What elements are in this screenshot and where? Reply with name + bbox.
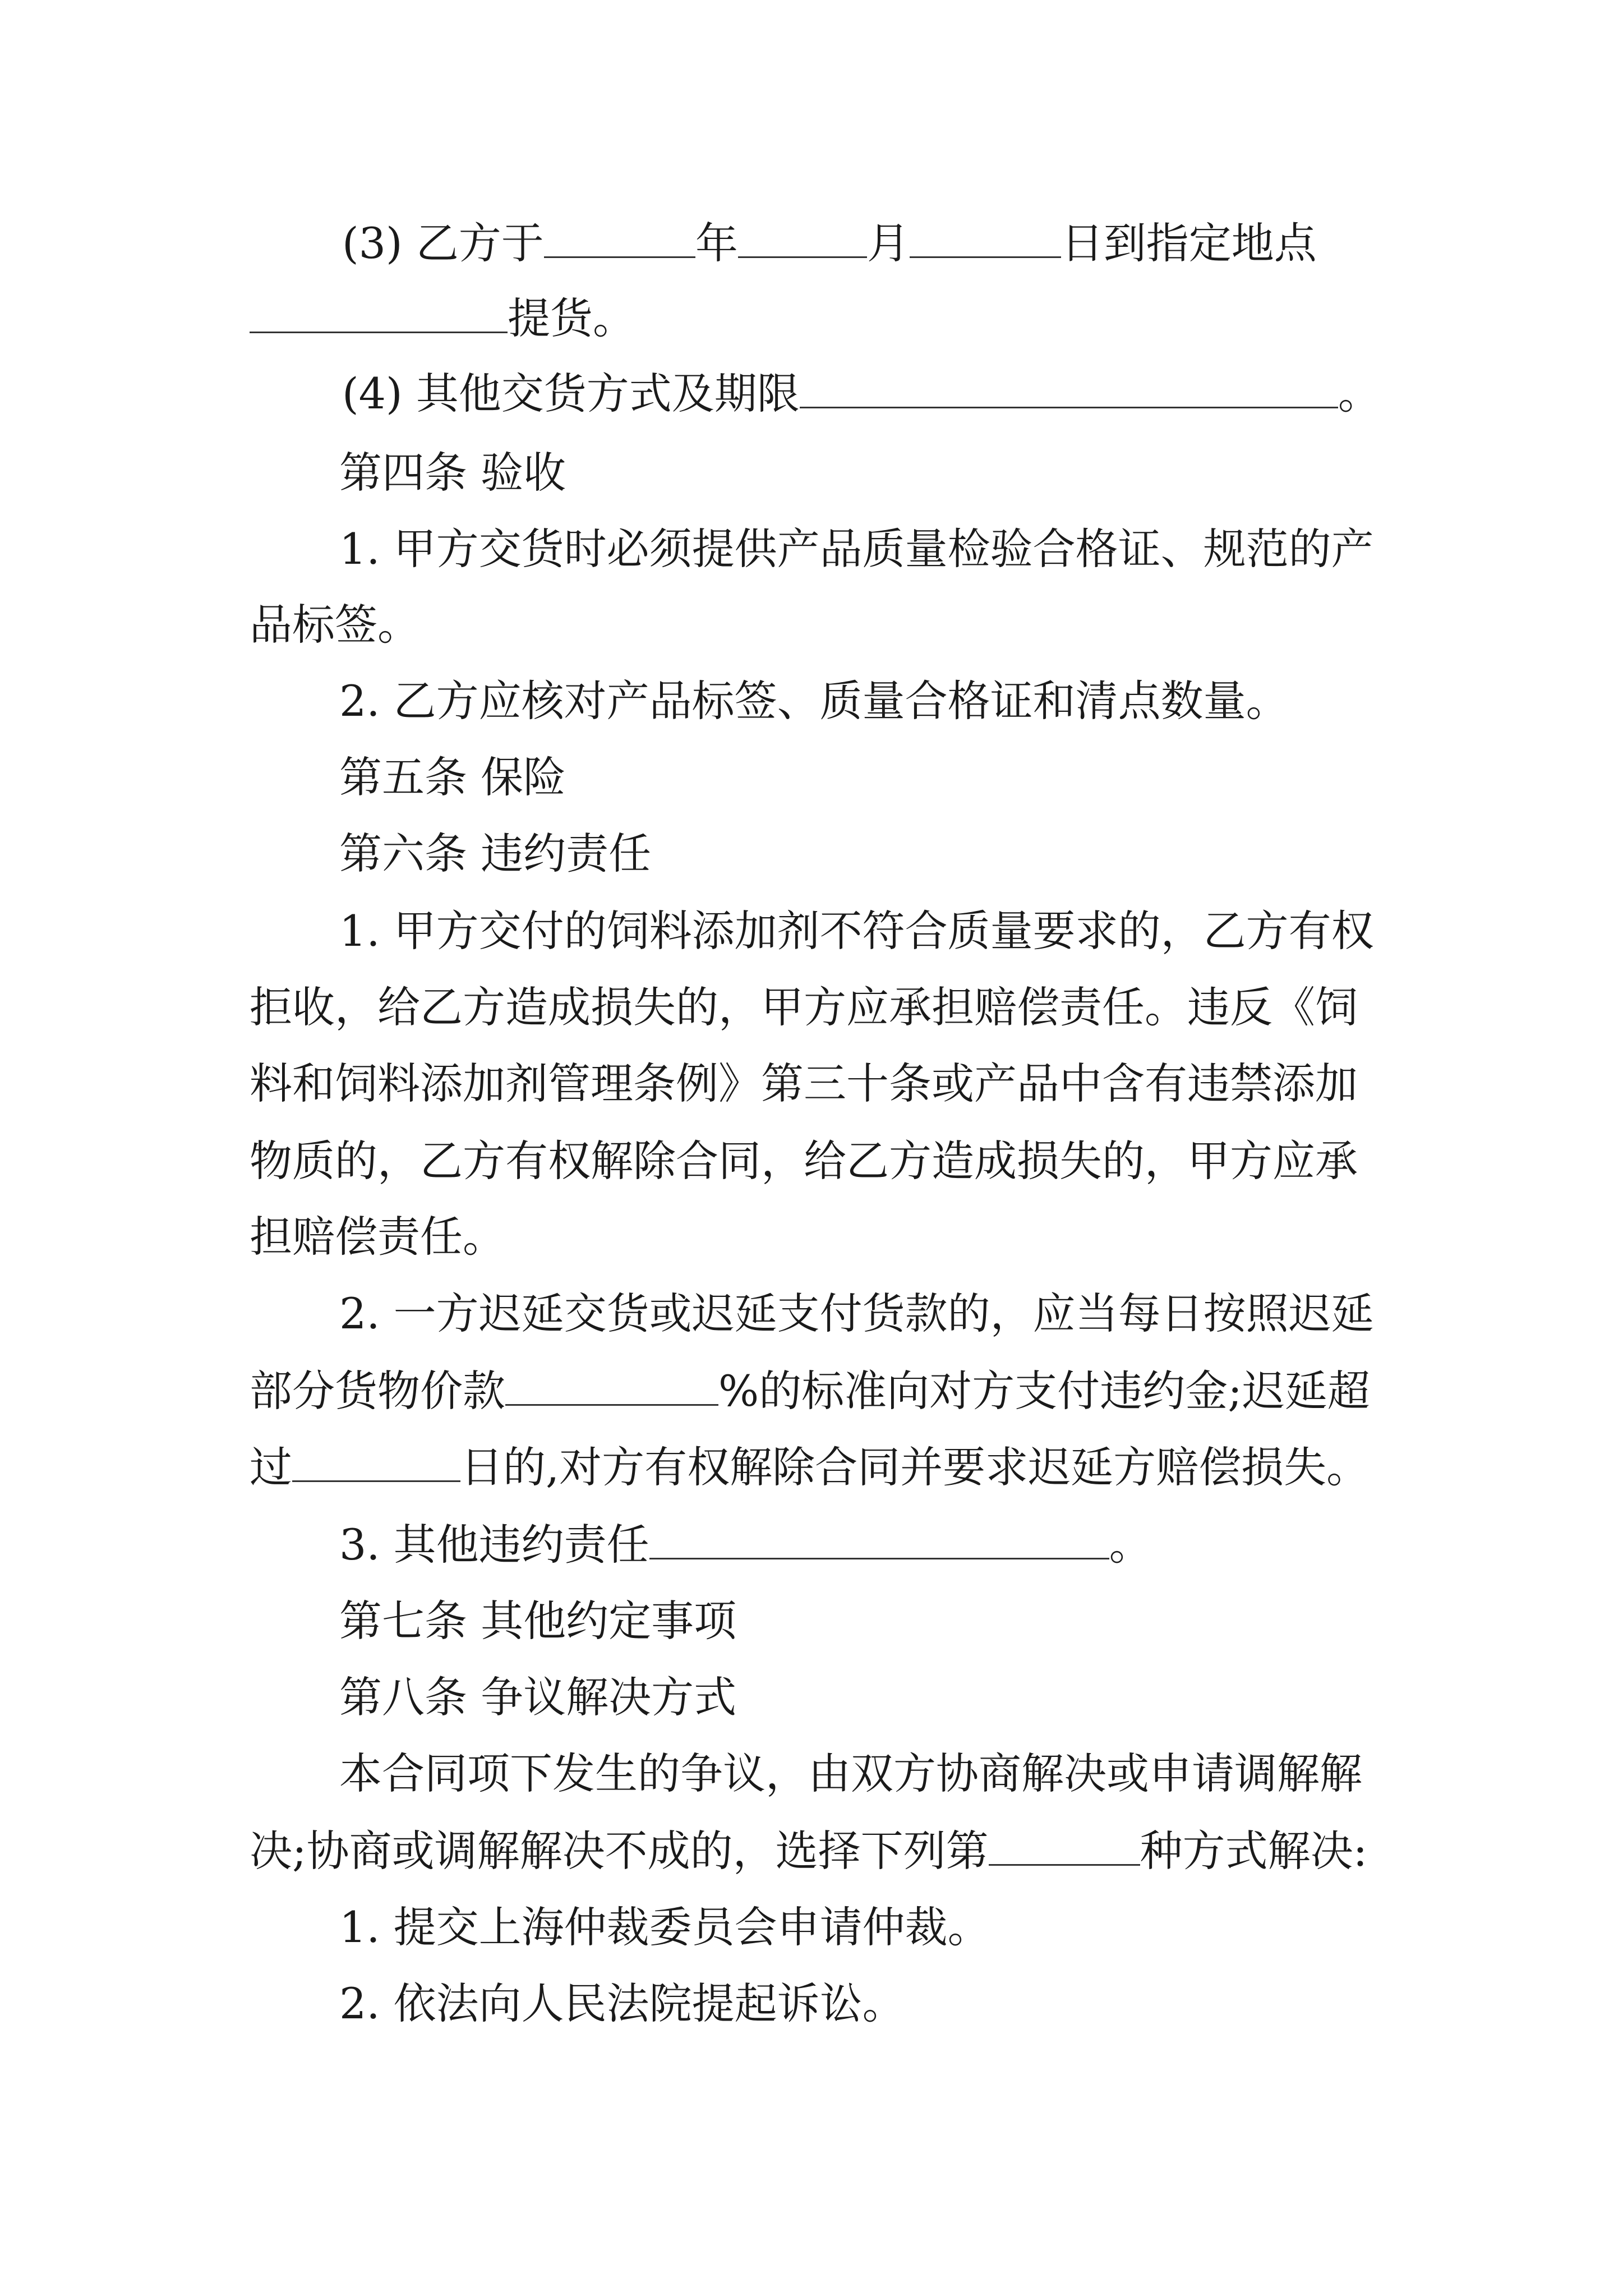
paragraph-line: 2. 乙方应核对产品标签、质量合格证和清点数量。 [339,676,1289,726]
paragraph-line: 物质的，乙方有权解除合同，给乙方造成损失的，甲方应承 [250,1136,1358,1186]
blank-other-delivery[interactable] [800,367,1338,408]
blank-other-liability[interactable] [649,1519,1109,1559]
dispute-option-arbitration: 1. 提交上海仲裁委员会申请仲裁。 [339,1902,990,1952]
paragraph-line: 担赔偿责任。 [250,1212,505,1262]
article-7-heading: 第七条 其他约定事项 [339,1596,737,1646]
dispute-method-line: 决;协商或调解解决不成的，选择下列第 种方式解决: [250,1826,1368,1876]
pickup-location-line: 提货。 [250,291,635,347]
article-4-heading: 第四条 验收 [339,448,566,498]
delivery-pickup-date-line: (3) 乙方于 年 月 日到指定地点 [342,218,1317,268]
other-delivery-line: (4) 其他交货方式及期限 。 [342,369,1381,418]
paragraph-line: 品标签。 [250,600,420,650]
blank-location[interactable] [250,292,508,333]
blank-dispute-method[interactable] [989,1825,1140,1866]
blank-penalty-rate[interactable] [505,1365,718,1406]
blank-day[interactable] [910,217,1061,258]
paragraph-line: 1. 甲方交货时必须提供产品质量检验合格证、规范的产 [339,524,1374,574]
article-6-heading: 第六条 违约责任 [339,829,652,878]
other-liability-line: 3. 其他违约责任 。 [339,1520,1152,1570]
blank-year[interactable] [544,217,695,258]
paragraph-line: 1. 甲方交付的饲料添加剂不符合质量要求的，乙方有权 [339,906,1374,956]
article-8-heading: 第八条 争议解决方式 [339,1672,737,1722]
dispute-option-litigation: 2. 依法向人民法院提起诉讼。 [339,1978,905,2028]
delay-days-line: 过 日的,对方有权解除合同并要求迟延方赔偿损失。 [250,1442,1370,1492]
paragraph-line: 2. 一方迟延交货或迟延支付货款的，应当每日按照迟延 [339,1289,1374,1338]
blank-delay-days[interactable] [292,1441,460,1482]
penalty-rate-line: 部分货物价款 %的标准向对方支付违约金;迟延超 [250,1366,1370,1416]
paragraph-line: 料和饲料添加剂管理条例》第三十条或产品中含有违禁添加 [250,1059,1358,1108]
paragraph-line: 本合同项下发生的争议，由双方协商解决或申请调解解 [339,1749,1362,1798]
paragraph-line: 拒收，给乙方造成损失的，甲方应承担赔偿责任。违反《饲 [250,982,1358,1032]
blank-month[interactable] [738,217,867,258]
article-5-heading: 第五条 保险 [339,752,566,802]
